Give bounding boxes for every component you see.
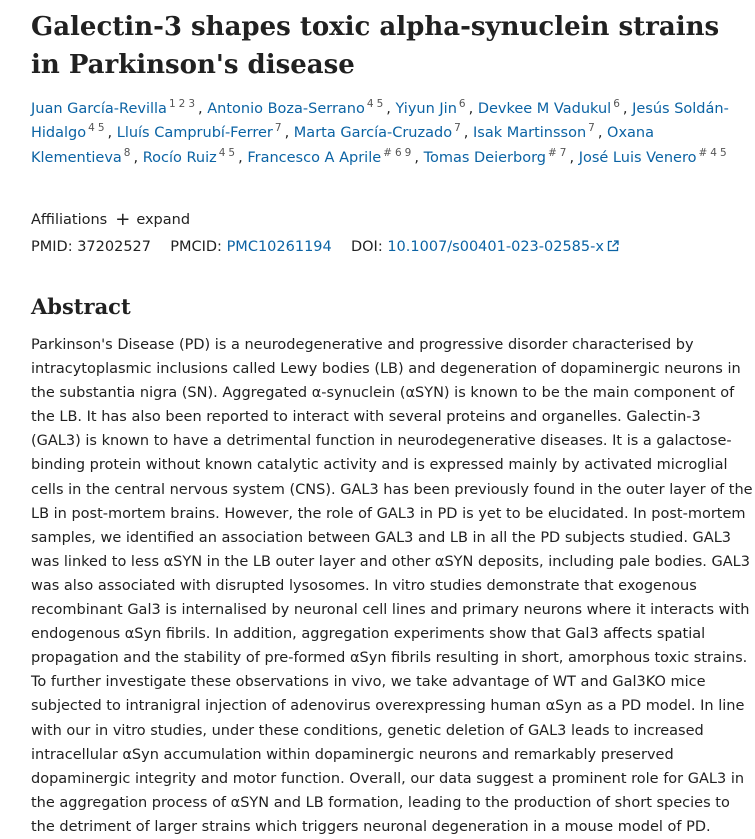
author-link[interactable]: Lluís Camprubí-Ferrer: [116, 125, 273, 142]
author-separator: ,: [597, 125, 608, 142]
doi-value: 10.1007/s00401-023-02585-x: [387, 239, 604, 255]
affiliation-ref[interactable]: 4: [710, 146, 717, 159]
author-affiliation-refs: [383, 147, 414, 159]
author-link[interactable]: Jesús Soldán-Hidalgo: [31, 101, 729, 142]
affiliation-ref[interactable]: 4: [366, 98, 374, 110]
external-link-icon: [607, 240, 619, 252]
identifiers-row: [31, 237, 619, 257]
author-link[interactable]: Juan García-Revilla: [31, 101, 167, 117]
author-affiliation-refs: [459, 98, 469, 110]
author-affiliation-refs: [698, 147, 729, 159]
affiliation-ref[interactable]: 7: [274, 122, 282, 135]
affiliation-ref[interactable]: 7: [454, 122, 461, 135]
author-affiliation-refs: [275, 122, 285, 134]
author-affiliation-refs: [454, 122, 464, 134]
pmid-label: PMID:: [31, 239, 73, 255]
author-separator: ,: [414, 149, 424, 166]
author-affiliation-refs: [588, 122, 598, 134]
affiliation-ref[interactable]: 6: [458, 98, 466, 110]
doi-label: DOI:: [350, 239, 383, 255]
affiliation-ref[interactable]: 3: [188, 98, 195, 110]
pmcid-link[interactable]: PMC10261194: [226, 239, 332, 255]
author-separator: ,: [238, 149, 248, 166]
author-list: [31, 97, 749, 170]
affiliation-ref[interactable]: 9: [404, 146, 412, 159]
author-affiliation-refs: [219, 147, 238, 159]
author-separator: ,: [107, 125, 117, 142]
doi-link[interactable]: [387, 239, 619, 255]
pmid-value: 37202527: [77, 239, 152, 255]
affiliations-label: Affiliations: [31, 212, 108, 228]
author-separator: ,: [133, 149, 143, 166]
author-separator: ,: [284, 125, 294, 142]
author-separator: ,: [569, 149, 579, 166]
affiliation-ref[interactable]: 5: [228, 146, 236, 159]
affiliation-ref: #: [383, 146, 392, 159]
author-link[interactable]: Yiyun Jin: [395, 101, 457, 117]
affiliation-ref[interactable]: 5: [376, 98, 384, 110]
author-separator: ,: [468, 101, 478, 117]
affiliations-expand-button[interactable]: [115, 210, 190, 230]
author-link[interactable]: Oxana Klementieva: [31, 125, 655, 166]
pmcid-label: PMCID:: [170, 239, 222, 255]
affiliations-row: [31, 210, 190, 230]
author-affiliation-refs: [88, 122, 107, 134]
author-link[interactable]: Marta García-Cruzado: [293, 125, 453, 142]
author-link[interactable]: Francesco A Aprile: [247, 149, 382, 166]
affiliation-ref[interactable]: 4: [218, 146, 226, 159]
author-affiliation-refs: [367, 98, 386, 110]
affiliation-ref[interactable]: 2: [178, 98, 186, 110]
article-title: Galectin-3 shapes toxic alpha-synuclein strains in Parkinson's disease: [31, 12, 720, 80]
author-link[interactable]: Devkee M Vadukul: [477, 101, 612, 117]
author-link[interactable]: Rocío Ruiz: [142, 149, 217, 166]
affiliation-ref[interactable]: 6: [394, 146, 402, 159]
author-affiliation-refs: [169, 98, 198, 110]
affiliation-ref[interactable]: 7: [588, 122, 595, 135]
affiliation-ref[interactable]: 1: [168, 98, 176, 110]
abstract-text: Parkinson's Disease (PD) is a neurodegenerative and progressive disorder characterised by intracytoplasmic inclusions called Lewy bodies (LB) and degeneration of dopaminergic neurons in the substantia nigra (SN). Aggregated α-synuclein (αSYN) is known to be the main component of the LB. It has also been reported to interact with several proteins and organelles. Galectin-3 (GAL3) is known to have a detrimental function in neurodegenerative diseases. It is a galactose-binding protein without known catalytic activity and is expressed mainly by activated microglial cells in the central nervous system (CNS). GAL3 has been previously found in the outer layer of the LB in post-mortem brains. However, the role of GAL3 in PD is yet to be elucidated. In post-mortem samples, we identified an association between GAL3 and LB in all the PD subjects studied. GAL3 was linked to less αSYN in the LB outer layer and other αSYN deposits, including pale bodies. GAL3 was also associated with disrupted lysosomes. In vitro studies demonstrate that exogenous recombinant Gal3 is internalised by neuronal cell lines and primary neurons where it interacts with endogenous αSyn fibrils. In addition, aggregation experiments show that Gal3 affects spatial propagation and the stability of pre-formed αSyn fibrils resulting in short, amorphous toxic strains. To further investigate these observations in vivo, we take advantage of WT and Gal3KO mice subjected to intranigral injection of adenovirus overexpressing human αSyn as a PD model. In line with our in vitro studies, under these conditions, genetic deletion of GAL3 leads to increased intracellular αSyn accumulation within dopaminergic neurons and remarkably preserved dopaminergic integrity and motor function. Overall, our data suggest a prominent role for GAL3 in the aggregation process of αSYN and LB formation, leading to the production of short species to the detriment of larger strains which triggers neuronal degeneration in a mouse model of PD.: [31, 337, 753, 835]
affiliation-ref[interactable]: 4: [88, 122, 95, 135]
affiliation-ref: #: [547, 146, 557, 159]
author-link[interactable]: Antonio Boza-Serrano: [207, 101, 365, 117]
affiliation-ref: #: [698, 146, 708, 159]
author-affiliation-refs: [548, 147, 570, 159]
expand-label: expand: [136, 212, 191, 228]
abstract-heading: Abstract: [31, 294, 131, 319]
affiliation-ref[interactable]: 5: [719, 146, 727, 159]
author-separator: ,: [198, 101, 208, 117]
author-separator: ,: [386, 101, 396, 117]
author-link[interactable]: José Luis Venero: [578, 149, 697, 166]
affiliation-ref[interactable]: 8: [123, 146, 131, 159]
author-separator: ,: [622, 101, 633, 117]
author-link[interactable]: Isak Martinsson: [472, 125, 587, 142]
plus-icon: +: [115, 209, 131, 230]
author-link[interactable]: Tomas Deierborg: [423, 149, 546, 166]
affiliation-ref[interactable]: 7: [559, 146, 567, 159]
author-affiliation-refs: [613, 98, 623, 110]
affiliation-ref[interactable]: 6: [613, 98, 620, 110]
author-separator: ,: [463, 125, 473, 142]
affiliation-ref[interactable]: 5: [97, 122, 105, 135]
